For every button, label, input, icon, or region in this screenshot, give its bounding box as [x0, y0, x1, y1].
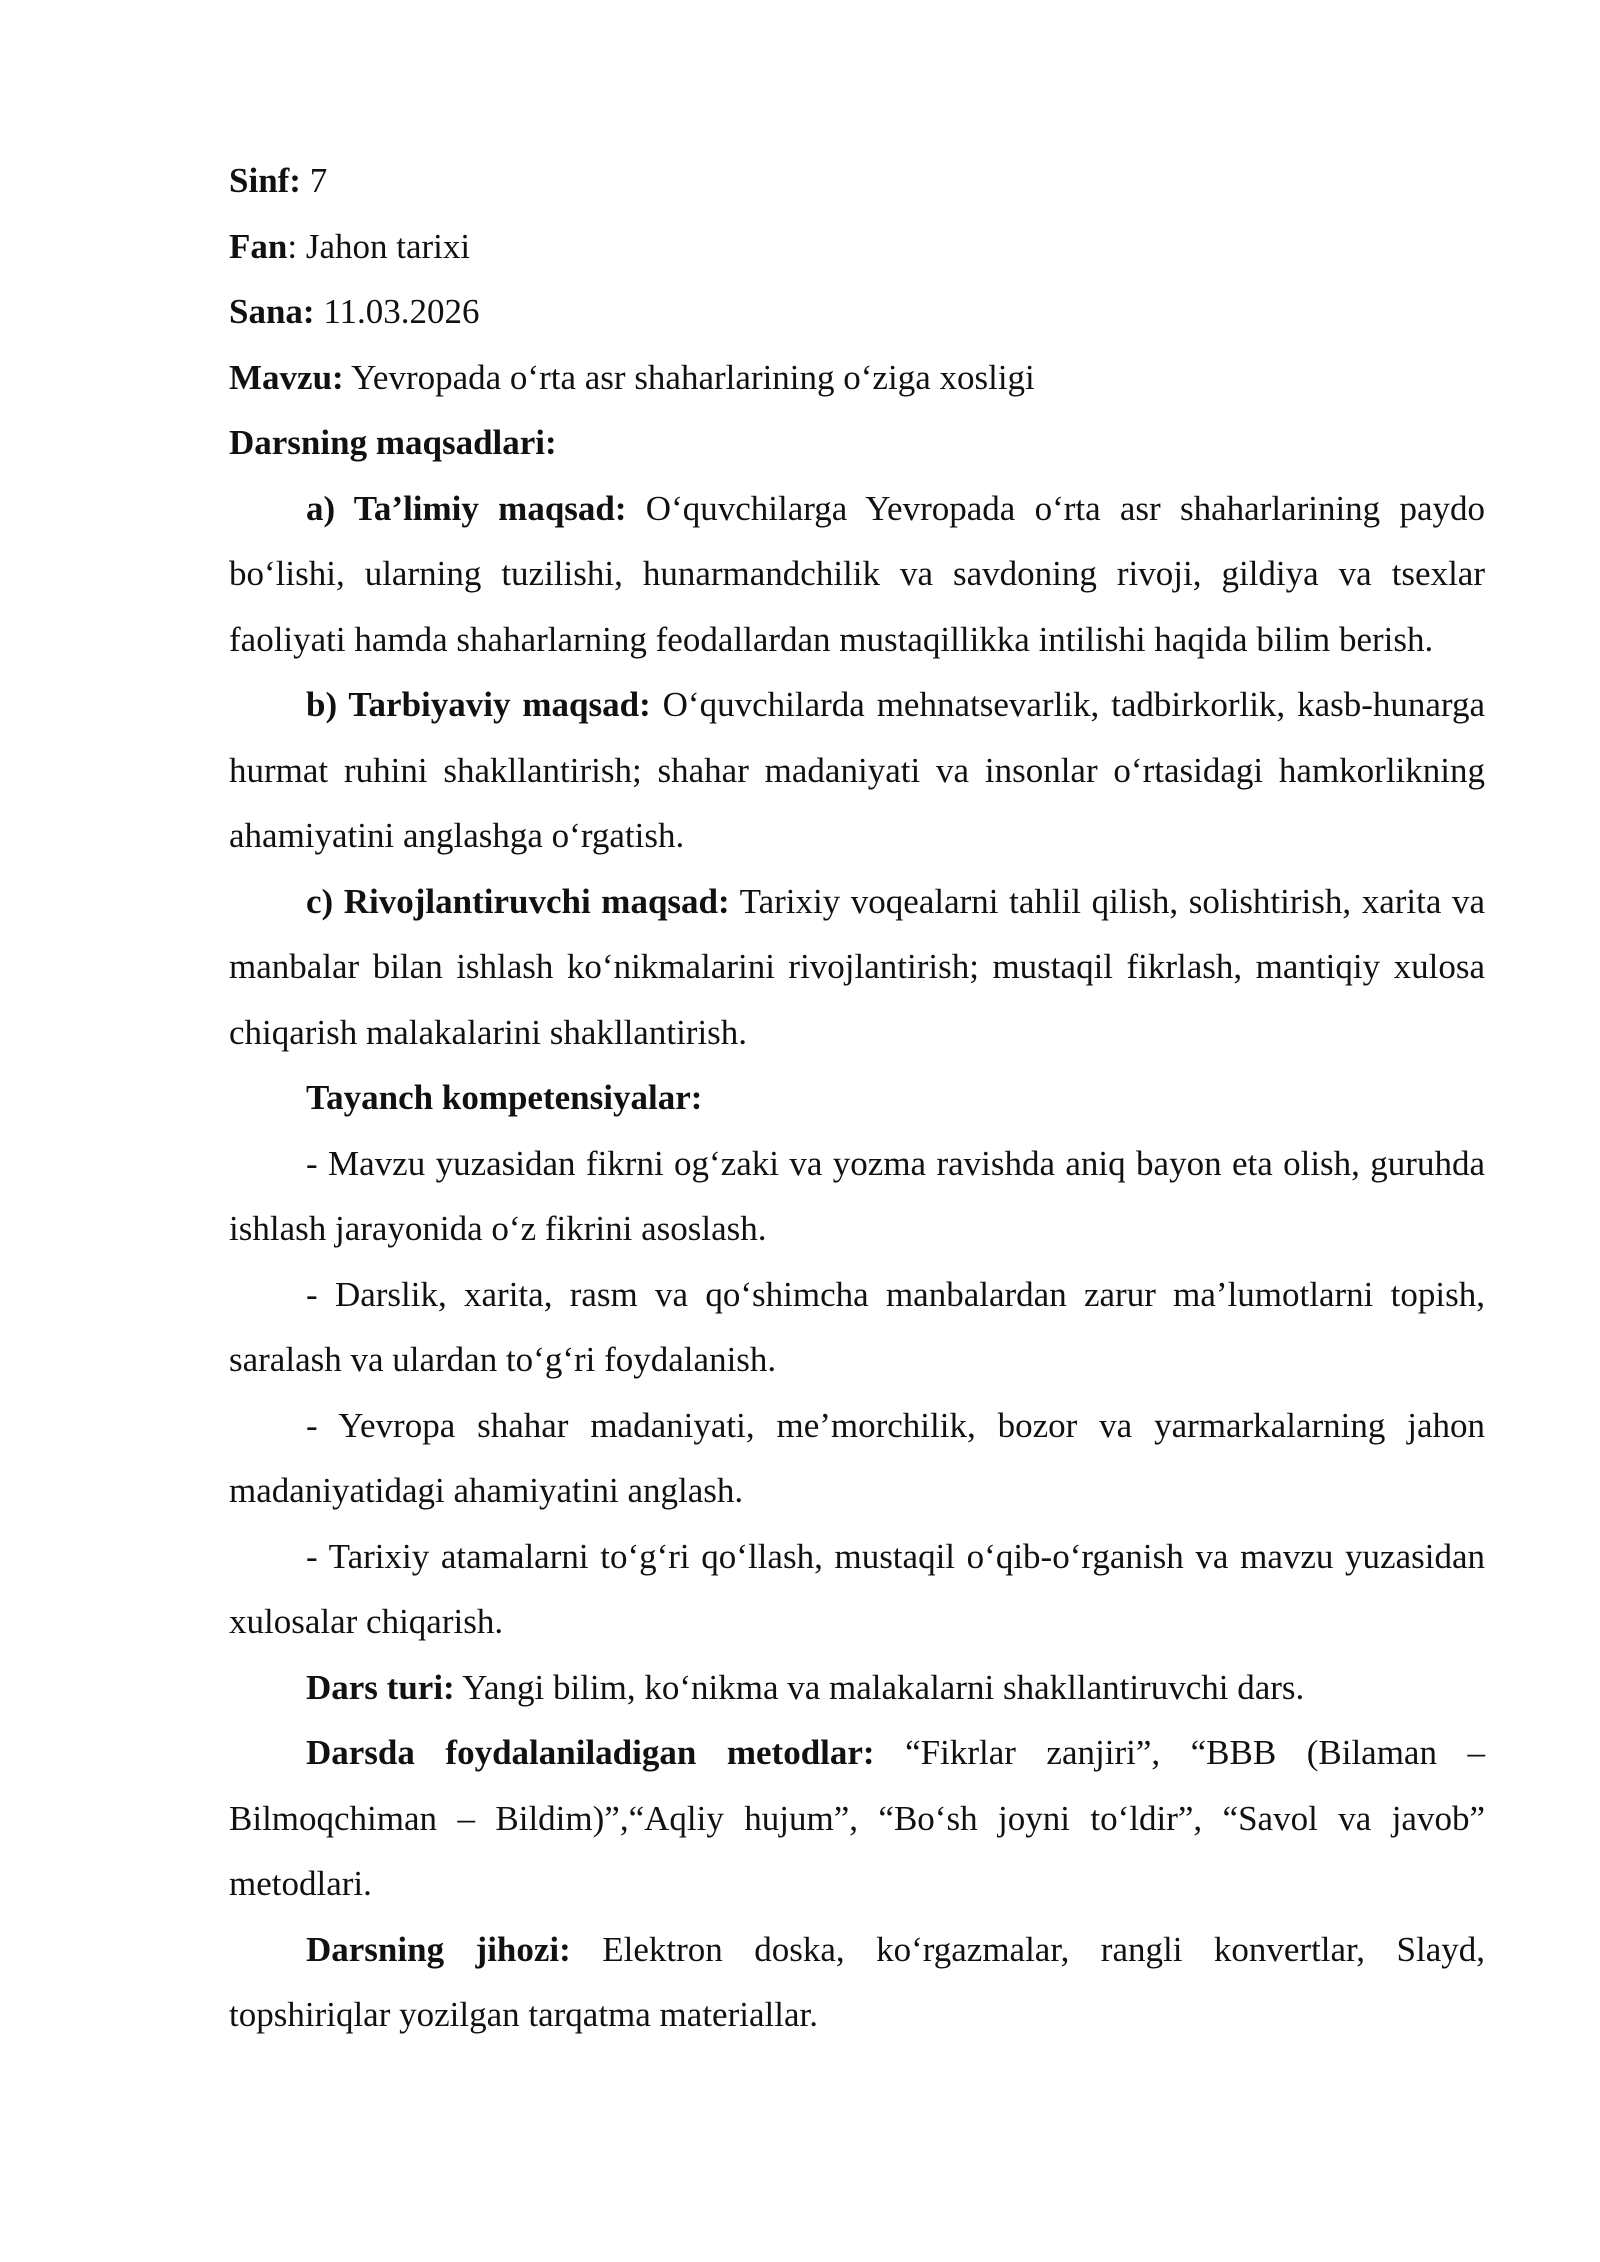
metodlar-text: “Fikrlar zanjiri”, “BBB (Bilaman – Bilmoqchiman – Bildim)”,“Aqliy hujum”, “Bo‘sh joyni to‘ldir”, “Savol va javob” metodlari.: [229, 1733, 1485, 1903]
sana-value: 11.03.2026: [314, 292, 480, 331]
rivojlantiruvchi-maqsad-paragraph: [229, 869, 1485, 1066]
dars-turi-label: Dars turi:: [306, 1667, 455, 1707]
jihoz-paragraph: [229, 1917, 1485, 2048]
fan-line: [229, 214, 1485, 280]
rivojlantiruvchi-maqsad-text: Tarixiy voqealarni tahlil qilish, solishtirish, xarita va manbalar bilan ishlash ko‘nikmalarini rivojlantirish; mustaqil fikrlash, mantiqiy xulosa chiqarish malakalarini shakllantirish.: [229, 881, 1486, 1052]
sana-label: Sana:: [229, 292, 315, 331]
sana-line: [229, 279, 1485, 345]
lesson-plan-document: [229, 148, 1485, 2048]
metodlar-paragraph: [229, 1720, 1485, 1917]
tarbiyaviy-maqsad-text: O‘quvchilarda mehnatsevarlik, tadbirkorlik, kasb-hunarga hurmat ruhini shakllantirish; shahar madaniyati va insonlar o‘rtasidagi hamkorlikning ahamiyatini anglashga o‘rgatish.: [229, 685, 1485, 855]
metodlar-label: Darsda foydalaniladigan metodlar:: [306, 1733, 875, 1772]
sinf-value: 7: [300, 161, 328, 200]
talimiy-maqsad-text: O‘quvchilarga Yevropada o‘rta asr shaharlarining paydo bo‘lishi, ularning tuzilishi, hunarmandchilik va savdoning rivoji, gildiya va tsexlar faoliyati hamda shaharlarning feodallardan mustaqillikka intilishi haqida bilim berish.: [229, 488, 1485, 659]
kompetensiya-item: - Tarixiy atamalarni to‘g‘ri qo‘llash, mustaqil o‘qib-o‘rganish va mavzu yuzasidan xulosalar chiqarish.: [229, 1536, 1485, 1641]
sinf-label: Sinf:: [229, 161, 301, 200]
kompetensiya-item: - Mavzu yuzasidan fikrni og‘zaki va yozma ravishda aniq bayon eta olish, guruhda ishlash jarayonida o‘z fikrini asoslash.: [229, 1143, 1485, 1248]
fan-label: Fan: [229, 226, 288, 266]
dars-turi-text: Yangi bilim, ko‘nikma va malakalarni shakllantiruvchi dars.: [454, 1667, 1305, 1707]
fan-value: : Jahon tarixi: [287, 226, 471, 266]
dars-turi-paragraph: [229, 1655, 1485, 1721]
jihoz-label: Darsning jihozi:: [306, 1929, 571, 1969]
kompetensiya-item: - Darslik, xarita, rasm va qo‘shimcha manbalardan zarur ma’lumotlarni topish, saralash va ulardan to‘g‘ri foydalanish.: [229, 1274, 1485, 1379]
mavzu-line: [229, 345, 1485, 411]
kompetensiya-item: - Yevropa shahar madaniyati, me’morchilik, bozor va yarmarkalarning jahon madaniyatidagi ahamiyatini anglash.: [229, 1405, 1485, 1510]
sinf-line: [229, 148, 1485, 214]
talimiy-maqsad-label: a) Ta’limiy maqsad:: [306, 488, 627, 528]
rivojlantiruvchi-maqsad-label: c) Rivojlantiruvchi maqsad:: [306, 881, 730, 921]
tarbiyaviy-maqsad-paragraph: [229, 672, 1485, 869]
maqsadlar-heading-text: Darsning maqsadlari:: [229, 423, 557, 462]
tarbiyaviy-maqsad-label: b) Tarbiyaviy maqsad:: [306, 685, 651, 724]
kompetensiyalar-heading: [229, 1065, 1485, 1131]
mavzu-label: Mavzu:: [229, 357, 344, 397]
mavzu-value: Yevropada o‘rta asr shaharlarining o‘ziga xosligi: [343, 357, 1035, 397]
kompetensiyalar-heading-text: Tayanch kompetensiyalar:: [306, 1078, 703, 1117]
talimiy-maqsad-paragraph: [229, 476, 1485, 673]
jihoz-text: Elektron doska, ko‘rgazmalar, rangli konvertlar, Slayd, topshiriqlar yozilgan tarqatma materiallar.: [229, 1929, 1485, 2034]
maqsadlar-heading: [229, 410, 1485, 476]
